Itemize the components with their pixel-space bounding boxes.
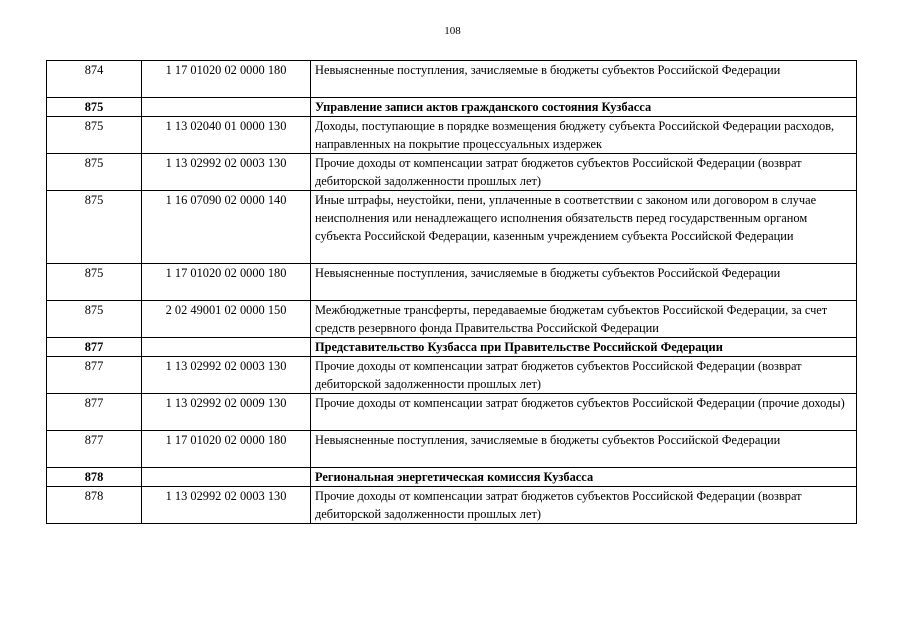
table-section-header-row xyxy=(47,98,857,117)
admin-code-cell: 877 xyxy=(47,431,142,468)
table-section-header-row xyxy=(47,338,857,357)
admin-code-cell: 878 xyxy=(47,487,142,524)
budget-classification-code-cell: 1 13 02992 02 0009 130 xyxy=(142,394,311,431)
admin-code-cell: 875 xyxy=(47,98,142,117)
table-row xyxy=(47,191,857,264)
table-section-header-row xyxy=(47,468,857,487)
budget-classification-code-cell: 1 16 07090 02 0000 140 xyxy=(142,191,311,264)
revenue-name-cell: Прочие доходы от компенсации затрат бюджетов субъектов Российской Федерации (возврат дебиторской задолженности прошлых лет) xyxy=(311,357,857,394)
revenue-name-cell: Прочие доходы от компенсации затрат бюджетов субъектов Российской Федерации (прочие доходы) xyxy=(311,394,857,431)
budget-classification-code-cell: 1 13 02040 01 0000 130 xyxy=(142,117,311,154)
budget-classification-code-cell: 1 17 01020 02 0000 180 xyxy=(142,431,311,468)
admin-code-cell: 877 xyxy=(47,394,142,431)
revenue-name-cell: Невыясненные поступления, зачисляемые в бюджеты субъектов Российской Федерации xyxy=(311,431,857,468)
admin-code-cell: 878 xyxy=(47,468,142,487)
revenue-name-cell: Прочие доходы от компенсации затрат бюджетов субъектов Российской Федерации (возврат дебиторской задолженности прошлых лет) xyxy=(311,154,857,191)
revenue-name-cell: Иные штрафы, неустойки, пени, уплаченные в соответствии с законом или договором в случае неисполнения или ненадлежащего исполнения обязательств перед государственным органом субъекта Российской Федерации, казенным учреждением субъекта Российской Федерации xyxy=(311,191,857,264)
admin-code-cell: 875 xyxy=(47,117,142,154)
table-row xyxy=(47,431,857,468)
budget-classification-code-cell: 1 13 02992 02 0003 130 xyxy=(142,357,311,394)
admin-code-cell: 875 xyxy=(47,301,142,338)
budget-classification-code-cell xyxy=(142,338,311,357)
revenue-name-cell: Управление записи актов гражданского состояния Кузбасса xyxy=(311,98,857,117)
table-row xyxy=(47,301,857,338)
revenue-name-cell: Доходы, поступающие в порядке возмещения бюджету субъекта Российской Федерации расходов, направленных на покрытие процессуальных издержек xyxy=(311,117,857,154)
page-number: 108 xyxy=(444,25,461,37)
budget-classification-code-cell: 1 17 01020 02 0000 180 xyxy=(142,61,311,98)
admin-code-cell: 875 xyxy=(47,154,142,191)
revenue-name-cell: Региональная энергетическая комиссия Кузбасса xyxy=(311,468,857,487)
table-row xyxy=(47,117,857,154)
table-row xyxy=(47,154,857,191)
budget-classification-code-cell xyxy=(142,98,311,117)
revenue-name-cell: Невыясненные поступления, зачисляемые в бюджеты субъектов Российской Федерации xyxy=(311,61,857,98)
table-row xyxy=(47,61,857,98)
admin-code-cell: 877 xyxy=(47,338,142,357)
budget-classification-code-cell: 1 13 02992 02 0003 130 xyxy=(142,154,311,191)
revenue-name-cell: Межбюджетные трансферты, передаваемые бюджетам субъектов Российской Федерации, за счет средств резервного фонда Правительства Российской Федерации xyxy=(311,301,857,338)
budget-classification-code-cell: 2 02 49001 02 0000 150 xyxy=(142,301,311,338)
admin-code-cell: 875 xyxy=(47,191,142,264)
budget-classification-code-cell: 1 17 01020 02 0000 180 xyxy=(142,264,311,301)
budget-codes-table-body xyxy=(47,61,857,524)
admin-code-cell: 874 xyxy=(47,61,142,98)
table-row xyxy=(47,357,857,394)
table-row xyxy=(47,264,857,301)
budget-classification-code-cell xyxy=(142,468,311,487)
revenue-name-cell: Невыясненные поступления, зачисляемые в бюджеты субъектов Российской Федерации xyxy=(311,264,857,301)
revenue-name-cell: Представительство Кузбасса при Правительстве Российской Федерации xyxy=(311,338,857,357)
admin-code-cell: 877 xyxy=(47,357,142,394)
table-row xyxy=(47,487,857,524)
budget-codes-table xyxy=(46,60,857,524)
budget-classification-code-cell: 1 13 02992 02 0003 130 xyxy=(142,487,311,524)
revenue-name-cell: Прочие доходы от компенсации затрат бюджетов субъектов Российской Федерации (возврат дебиторской задолженности прошлых лет) xyxy=(311,487,857,524)
admin-code-cell: 875 xyxy=(47,264,142,301)
table-row xyxy=(47,394,857,431)
